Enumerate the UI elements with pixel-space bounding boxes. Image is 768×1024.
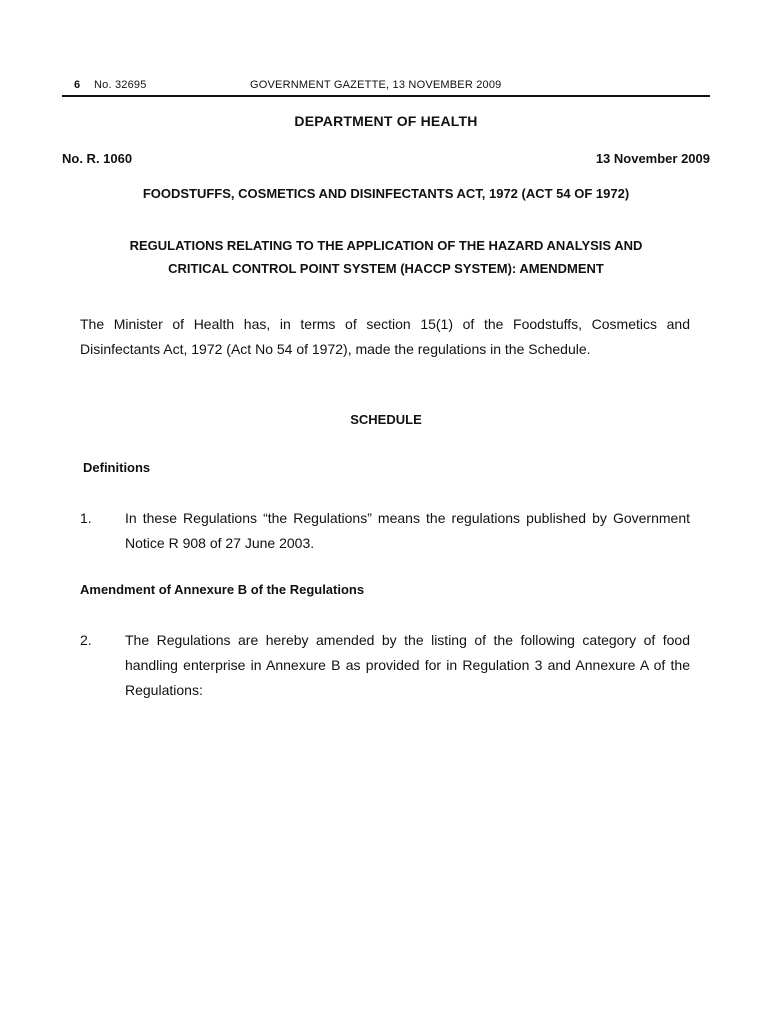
item-number: 2. xyxy=(80,632,92,648)
regulations-title-line-1: REGULATIONS RELATING TO THE APPLICATION OF THE HAZARD ANALYSIS AND xyxy=(129,238,643,253)
gazette-number: No. 32695 xyxy=(94,79,147,91)
regulations-title-line-2: CRITICAL CONTROL POINT SYSTEM (HACCP SYSTEM): AMENDMENT xyxy=(168,261,604,276)
item-text: The Regulations are hereby amended by the listing of the following category of food handling enterprise in Annexure B as provided for in Regulation 3 and Annexure A of the Regulations: xyxy=(125,632,690,698)
gazette-title: GOVERNMENT GAZETTE, 13 NOVEMBER 2009 xyxy=(250,79,502,91)
schedule-heading: SCHEDULE xyxy=(350,412,422,427)
definitions-heading: Definitions xyxy=(83,460,151,475)
notice-number: No. R. 1060 xyxy=(62,151,133,166)
item-text: In these Regulations “the Regulations” means the regulations published by Government Notice R 908 of 27 June 2003. xyxy=(125,510,690,551)
regulations-title xyxy=(62,234,710,280)
page-number: 6 xyxy=(74,79,81,91)
amendment-heading: Amendment of Annexure B of the Regulations xyxy=(80,582,365,597)
item-number: 1. xyxy=(80,510,92,526)
intro-paragraph: The Minister of Health has, in terms of section 15(1) of the Foodstuffs, Cosmetics and Disinfectants Act, 1972 (Act No 54 of 1972), made the regulations in the Schedule. xyxy=(80,316,690,357)
header-rule xyxy=(62,95,710,97)
act-title: FOODSTUFFS, COSMETICS AND DISINFECTANTS ACT, 1972 (ACT 54 OF 1972) xyxy=(142,186,630,201)
notice-date: 13 November 2009 xyxy=(595,151,710,166)
department-heading: DEPARTMENT OF HEALTH xyxy=(294,113,478,129)
page-header xyxy=(62,77,710,95)
